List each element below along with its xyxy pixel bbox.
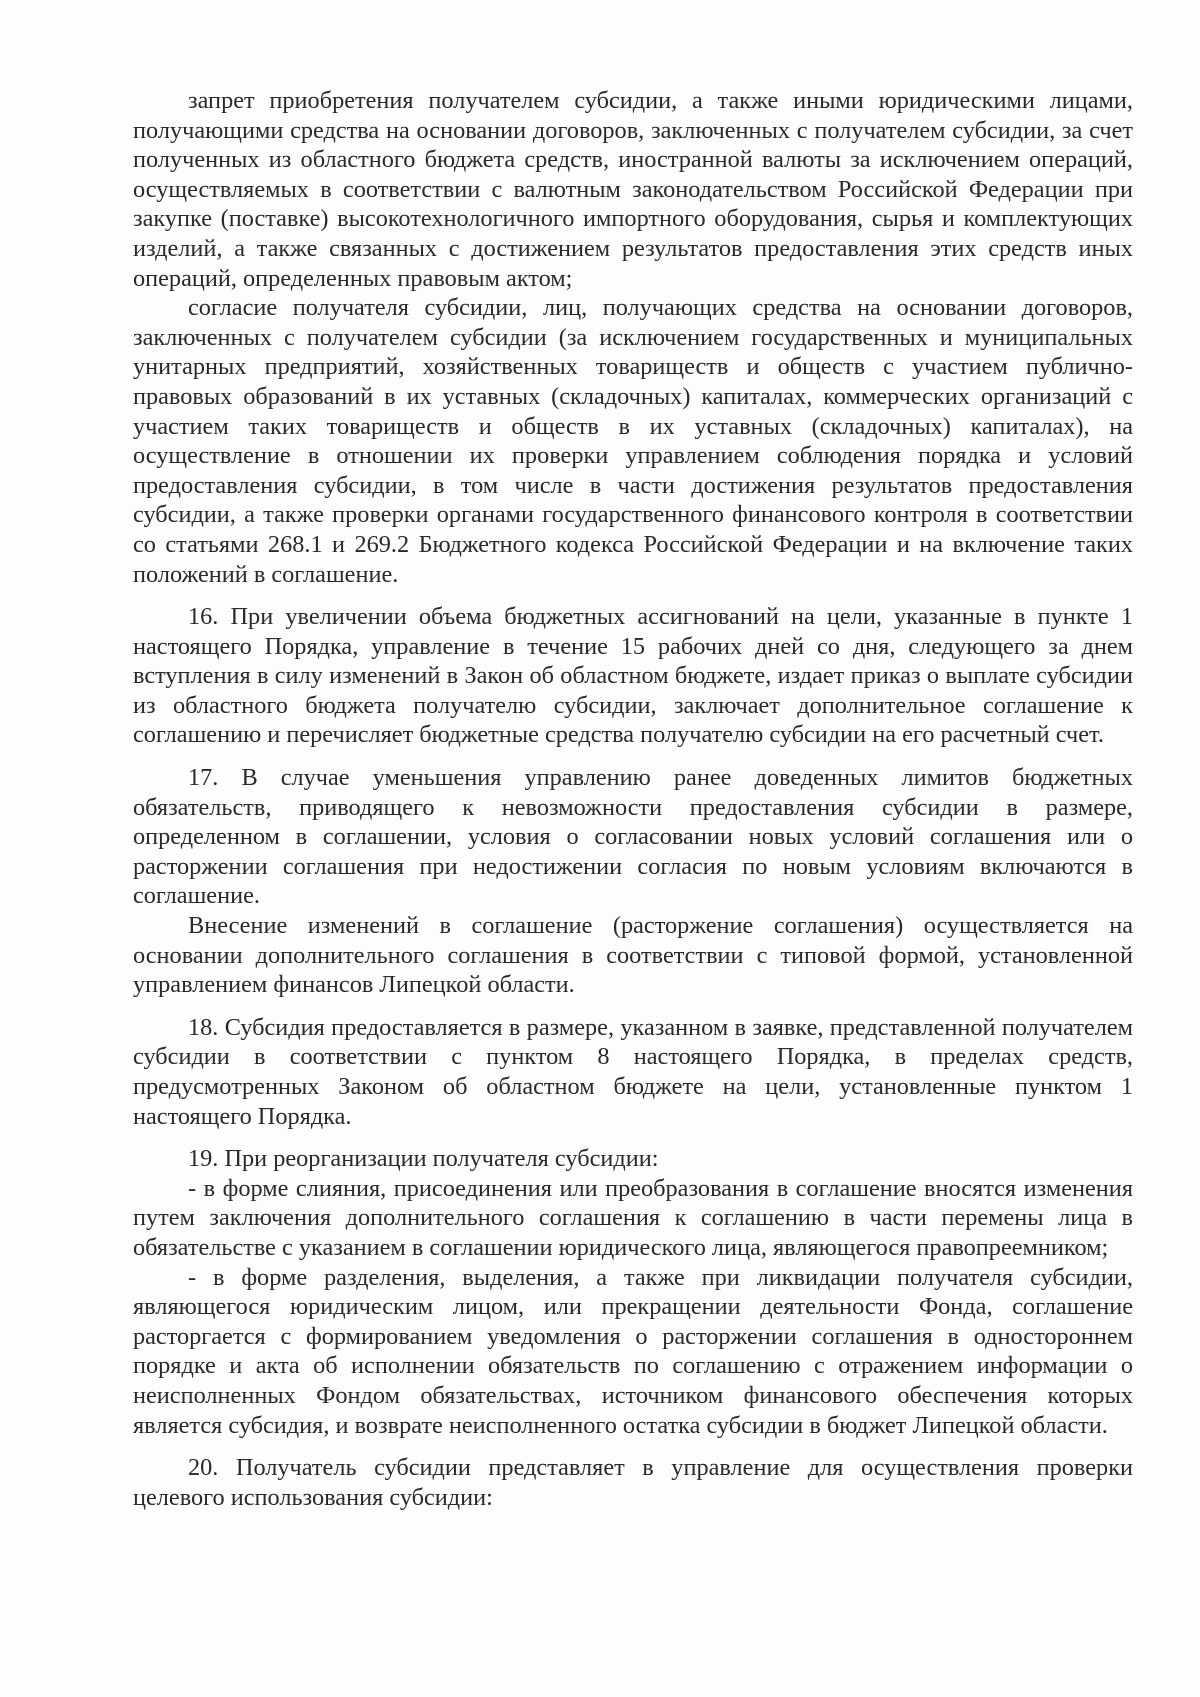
paragraph-currency-ban: запрет приобретения получателем субсидии, а также иными юридическими лицами, получающими средства на основании договоров, заключенных с получателем субсидии, за счет полученных из областного бюджета средств, иностранной валюты за исключением операций, осуществляемых в соответствии с валютным законодательством Российской Федерации при закупке (поставке) высокотехнологичного импортного оборудования, сырья и комплектующих изделий, а также связанных с достижением результатов предоставления этих средств иных операций, определенных правовым актом; <box>133 87 1133 292</box>
paragraph-16: 16. При увеличении объема бюджетных ассигнований на цели, указанные в пункте 1 настоящего Порядка, управление в течение 15 рабочих дней со дня, следующего за днем вступления в силу изменений в Закон об областном бюджете, издает приказ о выплате субсидии из областного бюджета получателю субсидии, заключает дополнительное соглашение к соглашению и перечисляет бюджетные средства получателю субсидии на его расчетный счет. <box>133 603 1133 749</box>
document-body <box>133 86 1133 1512</box>
paragraph-20: 20. Получатель субсидии представляет в управление для осуществления проверки целевого использования субсидии: <box>133 1454 1133 1511</box>
paragraph-19-merger: - в форме слияния, присоединения или преобразования в соглашение вносятся изменения путем заключения дополнительного соглашения к соглашению в части перемены лица в обязательстве с указанием в соглашении юридического лица, являющегося правопреемником; <box>133 1174 1133 1261</box>
paragraph-19: 19. При реорганизации получателя субсидии: <box>188 1145 659 1173</box>
paragraph-18: 18. Субсидия предоставляется в размере, указанном в заявке, представленной получателем субсидии в соответствии с пунктом 8 настоящего Порядка, в пределах средств, предусмотренных Законом об областном бюджете на цели, установленные пунктом 1 настоящего Порядка. <box>133 1013 1133 1130</box>
paragraph-17-amendments: Внесение изменений в соглашение (расторжение соглашения) осуществляется на основании дополнительного соглашения в соответствии с типовой формой, установленной управлением финансов Липецкой области. <box>133 912 1133 999</box>
paragraph-consent-inspection: согласие получателя субсидии, лиц, получающих средства на основании договоров, заключенных с получателем субсидии (за исключением государственных и муниципальных унитарных предприятий, хозяйственных товариществ и обществ с участием публично-правовых образований в их уставных (складочных) капиталах, коммерческих организаций с участием таких товариществ и обществ в их уставных (складочных) капиталах), на осуществление в отношении их проверки управлением соблюдения порядка и условий предоставления субсидии, в том числе в части достижения результатов предоставления субсидии, а также проверки органами государственного финансового контроля в соответствии со статьями 268.1 и 269.2 Бюджетного кодекса Российской Федерации и на включение таких положений в соглашение. <box>133 294 1133 588</box>
paragraph-19-division: - в форме разделения, выделения, а также при ликвидации получателя субсидии, являющегося юридическим лицом, или прекращении деятельности Фонда, соглашение расторгается с формированием уведомления о расторжении соглашения в одностороннем порядке и акта об исполнении обязательств по соглашению с отражением информации о неисполненных Фондом обязательствах, источником финансового обеспечения которых является субсидия, и возврате неисполненного остатка субсидии в бюджет Липецкой области. <box>133 1263 1133 1439</box>
paragraph-17: 17. В случае уменьшения управлению ранее доведенных лимитов бюджетных обязательств, приводящего к невозможности предоставления субсидии в размере, определенном в соглашении, условия о согласовании новых условий соглашения или о расторжении соглашения при недостижении согласия по новым условиям включаются в соглашение. <box>133 764 1133 910</box>
